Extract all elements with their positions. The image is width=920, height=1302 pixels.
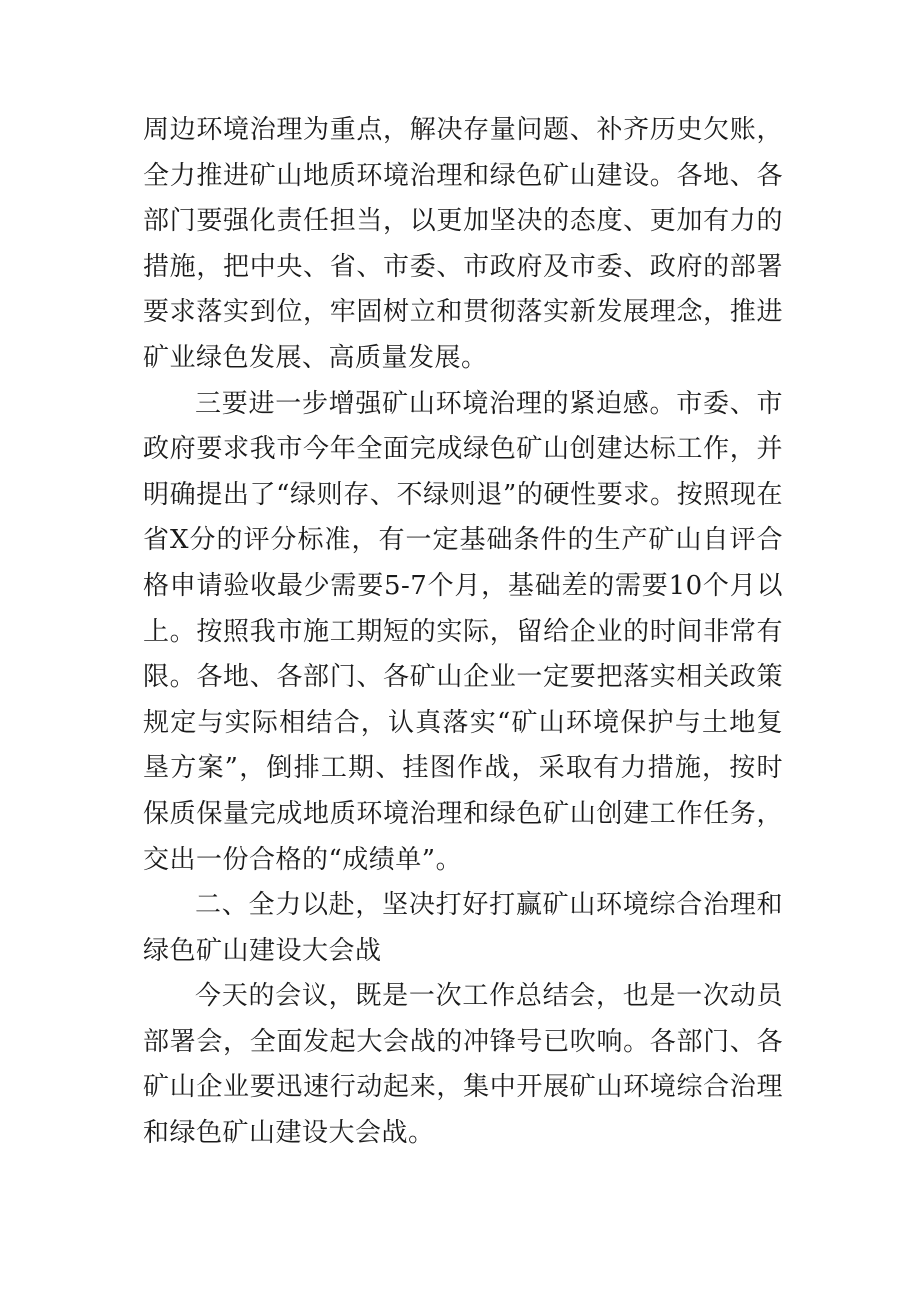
paragraph-meeting: 今天的会议，既是一次工作总结会，也是一次动员部署会，全面发起大会战的冲锋号已吹响。各部门、各矿山企业要迅速行动起来，集中开展矿山环境综合治理和绿色矿山建设大会战。 [143,981,783,1149]
paragraph-urgency: 三要进一步增强矿山环境治理的紧迫感。市委、市政府要求我市今年全面完成绿色矿山创建达标工作，并明确提出了“绿则存、不绿则退”的硬性要求。按照现在省X分的评分标准，有一定基础条件的生产矿山自评合格申请验收最少需要5-7个月，基础差的需要10个月以上。按照我市施工期短的实际，留给企业的时间非常有限。各地、各部门、各矿山企业一定要把落实相关政策规定与实际相结合，认真落实“矿山环境保护与土地复垦方案”，倒排工期、挂图作战，采取有力措施，按时保质保量完成地质环境治理和绿色矿山创建工作任务，交出一份合格的“成绩单”。 [143,388,783,875]
document-body [143,108,783,1157]
paragraph-continuation: 周边环境治理为重点，解决存量问题、补齐历史欠账，全力推进矿山地质环境治理和绿色矿山建设。各地、各部门要强化责任担当，以更加坚决的态度、更加有力的措施，把中央、省、市委、市政府及市委、政府的部署要求落实到位，牢固树立和贯彻落实新发展理念，推进矿业绿色发展、高质量发展。 [143,115,783,373]
section-heading: 二、全力以赴，坚决打好打赢矿山环境综合治理和绿色矿山建设大会战 [143,890,783,966]
